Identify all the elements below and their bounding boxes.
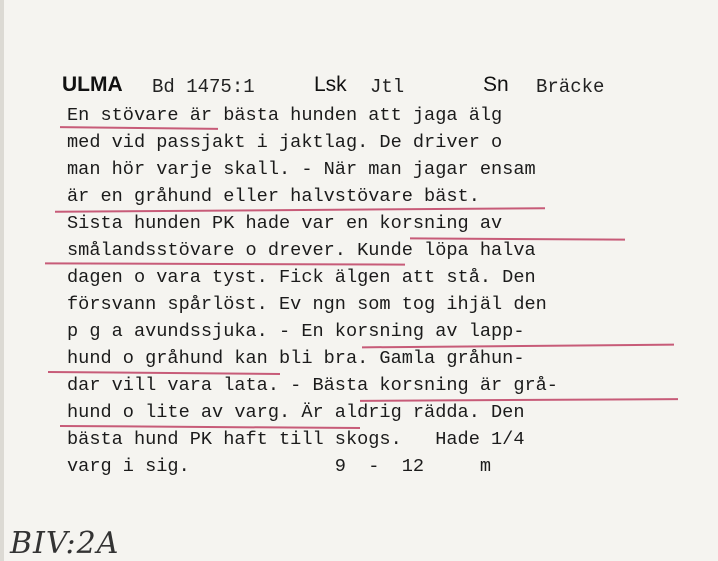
text-line: dagen o vara tyst. Fick älgen att stå. Den <box>67 267 536 288</box>
text-line: försvann spårlöst. Ev ngn som tog ihjäl den <box>67 294 547 315</box>
text-line: hund o lite av varg. Är aldrig rädda. Den <box>67 402 525 423</box>
text-line: med vid passjakt i jaktlag. De driver o <box>67 132 503 153</box>
text-line: hund o gråhund kan bli bra. Gamla gråhun- <box>67 348 525 369</box>
archive-title: ULMA <box>62 73 123 96</box>
text-line: varg i sig. 9 - 12 m <box>67 456 492 477</box>
text-line: smålandsstövare o drever. Kunde löpa halva <box>67 240 536 261</box>
reference-number: Bd 1475:1 <box>152 76 255 98</box>
text-line: En stövare är bästa hunden att jaga älg <box>67 105 503 126</box>
text-line: är en gråhund eller halvstövare bäst. <box>67 186 480 207</box>
card-edge <box>0 0 4 561</box>
handwritten-mark: BIV:2A <box>10 526 120 561</box>
text-line: dar vill vara lata. - Bästa korsning är grå- <box>67 375 558 396</box>
sn-value: Bräcke <box>536 76 605 98</box>
lsk-value: Jtl <box>370 76 405 98</box>
text-line: Sista hunden PK hade var en korsning av <box>67 213 503 234</box>
sn-label: Sn <box>483 73 509 96</box>
lsk-label: Lsk <box>314 73 347 96</box>
card-header <box>62 70 702 102</box>
text-line: bästa hund PK haft till skogs. Hade 1/4 <box>67 429 525 450</box>
text-line: p g a avundssjuka. - En korsning av lapp- <box>67 321 525 342</box>
text-line: man hör varje skall. - När man jagar ensam <box>67 159 536 180</box>
